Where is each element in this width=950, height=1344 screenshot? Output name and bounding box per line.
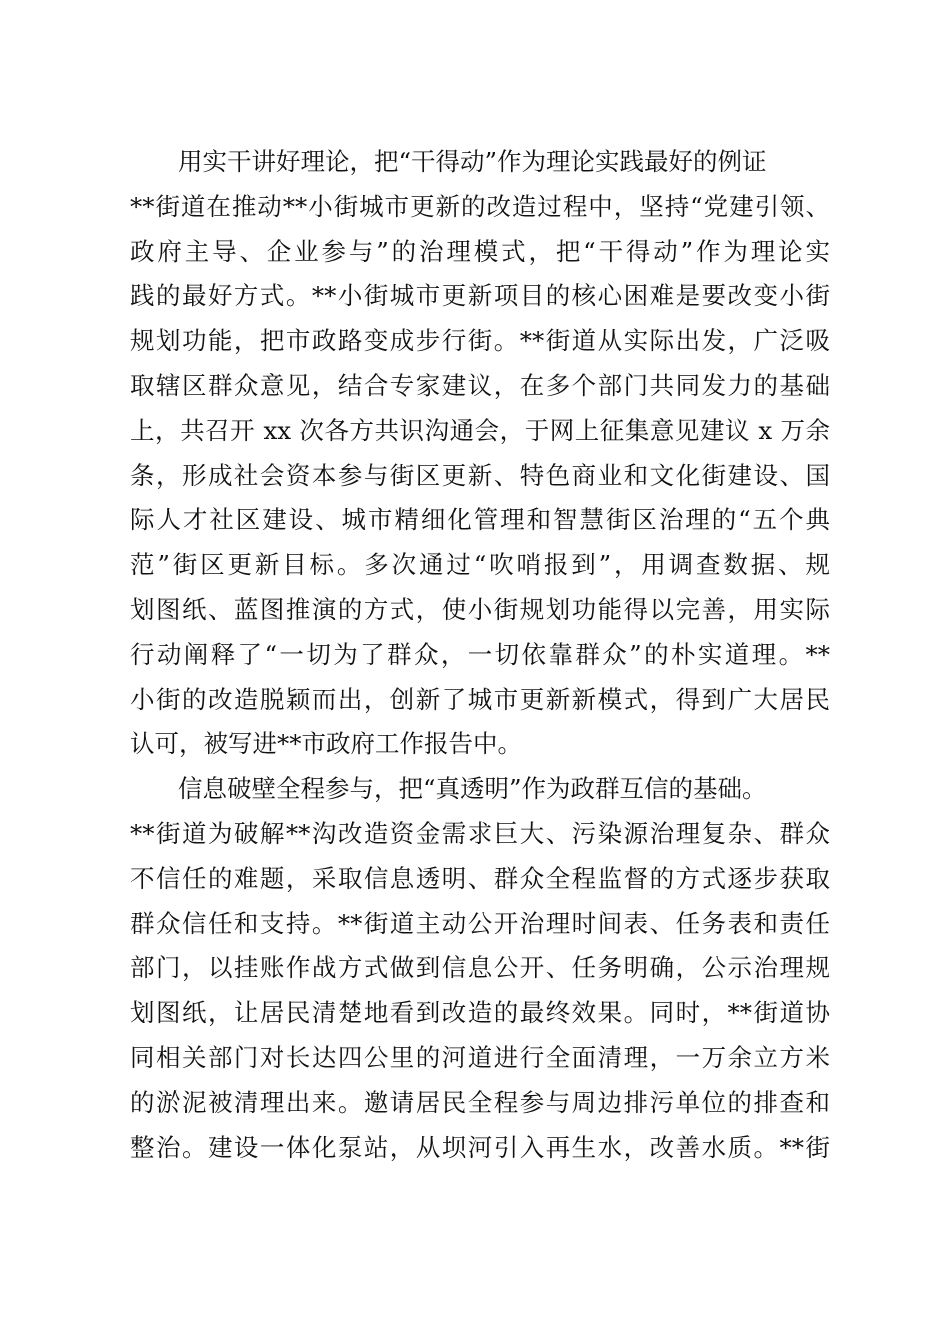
paragraph-heading-line: 信息破壁全程参与，把“真透明”作为政群互信的基础。: [178, 774, 767, 804]
text-line: **街道在推动**小街城市更新的改造过程中，坚持“党建引领、: [130, 191, 830, 221]
text-line: **街道为破解**沟改造资金需求巨大、污染源治理复杂、群众: [130, 818, 830, 848]
text-line: 取辖区群众意见，结合专家建议，在多个部门共同发力的基础: [130, 370, 830, 400]
text-line: 的淤泥被清理出来。邀请居民全程参与周边排污单位的排查和: [130, 1087, 830, 1117]
text-line: 政府主导、企业参与”的治理模式，把“干得动”作为理论实: [130, 236, 830, 266]
text-line: 范”街区更新目标。多次通过“吹哨报到”，用调查数据、规: [130, 550, 830, 580]
text-line: 上，共召开 xx 次各方共识沟通会，于网上征集意见建议 x 万余: [130, 415, 830, 445]
text-line: 小街的改造脱颖而出，创新了城市更新新模式，得到广大居民: [130, 684, 830, 714]
text-line: 行动阐释了“一切为了群众，一切依靠群众”的朴实道理。**: [130, 639, 830, 669]
text-line: 规划功能，把市政路变成步行街。**街道从实际出发，广泛吸: [130, 326, 830, 356]
text-line: 划图纸，让居民清楚地看到改造的最终效果。同时，**街道协: [130, 998, 830, 1028]
text-line: 部门，以挂账作战方式做到信息公开、任务明确，公示治理规: [130, 953, 830, 983]
text-line: 群众信任和支持。**街道主动公开治理时间表、任务表和责任: [130, 908, 830, 938]
text-line: 同相关部门对长达四公里的河道进行全面清理，一万余立方米: [130, 1042, 830, 1072]
document-body: [130, 140, 830, 1170]
text-line: 整治。建设一体化泵站，从坝河引入再生水，改善水质。**街: [130, 1132, 830, 1162]
text-line: 不信任的难题，采取信息透明、群众全程监督的方式逐步获取: [130, 863, 830, 893]
text-line: 划图纸、蓝图推演的方式，使小街规划功能得以完善，用实际: [130, 594, 830, 624]
text-line: 条，形成社会资本参与街区更新、特色商业和文化街建设、国: [130, 460, 830, 490]
paragraph-heading-line: 用实干讲好理论，把“干得动”作为理论实践最好的例证: [178, 147, 767, 176]
text-line: 践的最好方式。**小街城市更新项目的核心困难是要改变小街: [130, 281, 830, 311]
text-line: 认可，被写进**市政府工作报告中。: [130, 729, 522, 759]
text-line: 际人才社区建设、城市精细化管理和智慧街区治理的“五个典: [130, 505, 830, 535]
